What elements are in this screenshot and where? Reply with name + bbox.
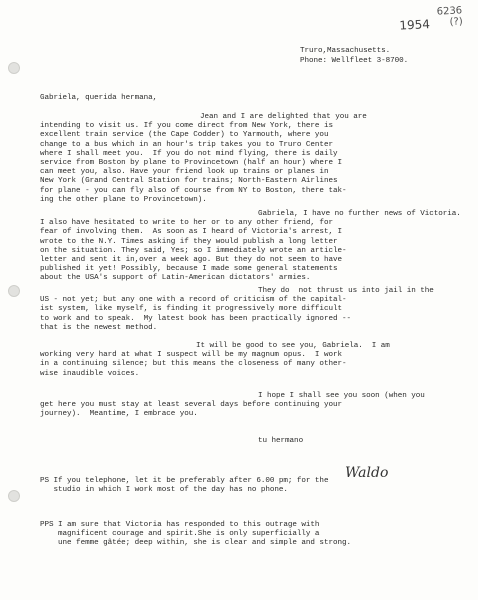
body-line: about the USA's support of Latin-American dictators' armies. [40,274,311,283]
postscript-line: magnificent courage and spirit.She is only superficially a [40,530,320,539]
body-line: wrote to the N.Y. Times asking if they would publish a long letter [40,237,338,246]
body-line: intending to visit us. If you come direct from New York, there is [40,122,333,131]
body-line: on the situation. They said, Yes; so I immediately wrote an article- [40,246,347,255]
body-line: working very hard at what I suspect will be my magnum opus. I work [40,351,342,360]
closing: tu hermano [258,437,304,445]
postscript-line: studio in which I work most of the day has no phone. [40,486,288,495]
body-line: ing the other plane to Provincetown). [40,195,207,204]
body-line: service from Boston by plane to Provincetown (half an hour) where I [40,159,342,167]
postscript-line: PS If you telephone, let it be preferably after 6.00 pm; for the [40,477,329,485]
body-line: It will be good to see you, Gabriela. I am [196,342,390,350]
body-line: fear of involving them. As soon as I heard of Victoria's arrest, I [40,228,342,237]
postscript-line: PPS I am sure that Victoria has responded to this outrage with [40,521,320,529]
body-line: in a continuing silence; but this means the closeness of many other- [40,360,347,369]
salutation: Gabriela, querida hermana, [40,94,158,102]
body-line: New York (Grand Central Station for trains; North-Eastern Airlines [40,177,338,186]
header-phone: Phone: Wellfleet 3-8700. [300,57,409,65]
body-line: wise inaudible voices. [40,369,140,378]
body-line: change to a bus which in an hour's trip takes you to Truro Center [40,140,333,149]
body-line: for plane - you can fly also of course from NY to Boston, there tak- [40,186,347,195]
annotation-ref: 6236 [435,5,462,18]
annotation-qualifier: (?) [448,16,463,29]
body-line: that is the newest method. [40,323,158,332]
body-line: get here you must stay at least several days before continuing your [40,401,342,410]
body-line: Gabriela, I have no further news of Victoria. [258,210,461,218]
archive-annotation [398,5,463,33]
body-line: ist system, like myself, is finding it progressively more difficult [40,305,342,314]
body-line: They do not thrust us into jail in the [258,287,434,295]
body-line: I hope I shall see you soon (when you [258,392,425,400]
body-line: journey). Meantime, I embrace you. [40,410,198,419]
body-line: Jean and I are delighted that you are [200,113,367,121]
body-line: to work and to speak. My latest book has been practically ignored -- [40,314,351,323]
punch-hole [8,490,20,502]
body-line: US - not yet; but any one with a record of criticism of the capital- [40,296,347,305]
annotation-year: 1954 [398,17,430,33]
body-line: I also have hesitated to write to her or to any other friend, for [40,219,333,228]
body-line: excellent train service (the Cape Codder) to Yarmouth, where you [40,131,329,140]
body-line: published it yet! Possibly, because I made some general statements [40,265,338,274]
punch-hole [8,62,20,74]
signature: Waldo [345,465,389,481]
body-line: letter and sent it in,over a week ago. But they do not seem to have [40,256,342,264]
punch-hole [8,285,20,297]
header-place: Truro,Massachusetts. [300,47,391,55]
body-line: where I shall meet you. If you do not mind flying, there is daily [40,149,338,158]
postscript-line: une femme gâtée; deep within, she is clear and simple and strong. [40,539,351,548]
body-line: can meet you, also. Have your friend look up trains or planes in [40,168,329,177]
